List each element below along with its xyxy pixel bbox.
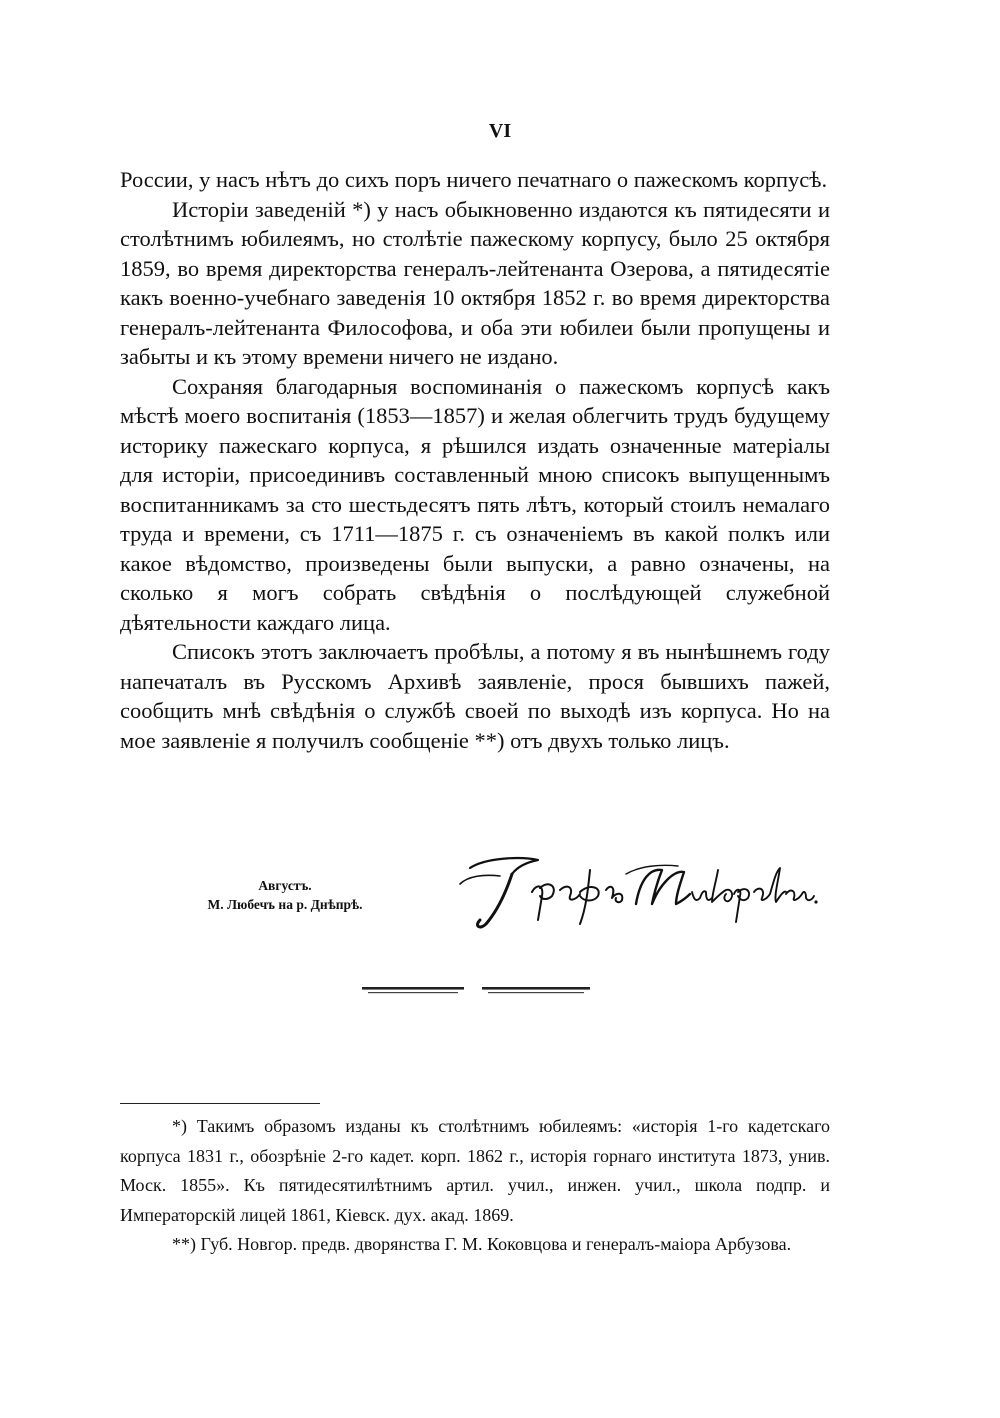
dateline-place: М. Любечъ на р. Днѣпрѣ. — [207, 897, 363, 912]
paragraph: Списокъ этотъ заключаетъ пробѣлы, а потому я въ нынѣшнемъ году напечаталъ въ Русскомъ Архивѣ заявленіе, прося бывшихъ пажей, сообщить мнѣ свѣдѣнія о службѣ своей по выходѣ изъ корпуса. Но на мое заявленіе я получилъ сообщеніе **) отъ двухъ только лицъ. — [120, 639, 830, 753]
dateline — [165, 876, 405, 914]
footnotes — [120, 1112, 830, 1260]
paragraph: Сохраняя благодарныя воспоминанія о пажескомъ корпусѣ какъ мѣстѣ моего воспитанія (1853—1857) и желая облегчить трудъ будущему историку пажескаго корпуса, я рѣшился издать означенные матеріалы для исторіи, присоединивъ составленный мною списокъ выпущеннымъ воспитанникамъ за сто шестьдесятъ пять лѣтъ, который стоилъ немалаго труда и времени, съ 1711—1875 г. съ означеніемъ въ какой полкъ или какое вѣдомство, произведены были выпуски, а равно означены, на сколько я могъ собрать свѣдѣнія о послѣдующей служебной дѣятельности каждаго лица. — [120, 373, 830, 635]
footnote-divider — [120, 1103, 320, 1104]
body-text — [120, 165, 830, 755]
paragraph: Исторіи заведеній *) у насъ обыкновенно издаются къ пятидесяти и столѣтнимъ юбилеямъ, но столѣтіе пажескому корпусу, было 25 октября 1859, во время директорства генералъ-лейтенанта Озерова, а пятидесятіе какъ военно-учебнаго заведенія 10 октября 1852 г. во время директорства генералъ-лейтенанта Философова, и оба эти юбилеи были пропущены и забыты и къ этому времени ничего не издано. — [120, 196, 830, 369]
footnote: *) Такимъ образомъ изданы къ столѣтнимъ юбилеямъ: «исторія 1-го кадетскаго корпуса 1831 г., обозрѣніе 2-го кадет. корп. 1862 г., исторія горнаго института 1873, унив. Моск. 1855». Къ пятидесятилѣтнимъ артил. учил., инжен. учил., школа подпр. и Императорскій лицей 1861, Кіевск. дух. акад. 1869. — [120, 1116, 830, 1225]
paragraph-continuation: России, у насъ нѣтъ до сихъ поръ ничего печатнаго о пажескомъ корпусѣ. — [120, 167, 828, 192]
dateline-month: Августъ. — [258, 878, 312, 893]
ornament-divider — [360, 980, 592, 1000]
footnote: **) Губ. Новгор. предв. дворянства Г. М. Коковцова и генералъ-маіора Арбузова. — [172, 1234, 792, 1254]
handwritten-signature — [440, 840, 820, 930]
page-number: VI — [488, 120, 512, 142]
